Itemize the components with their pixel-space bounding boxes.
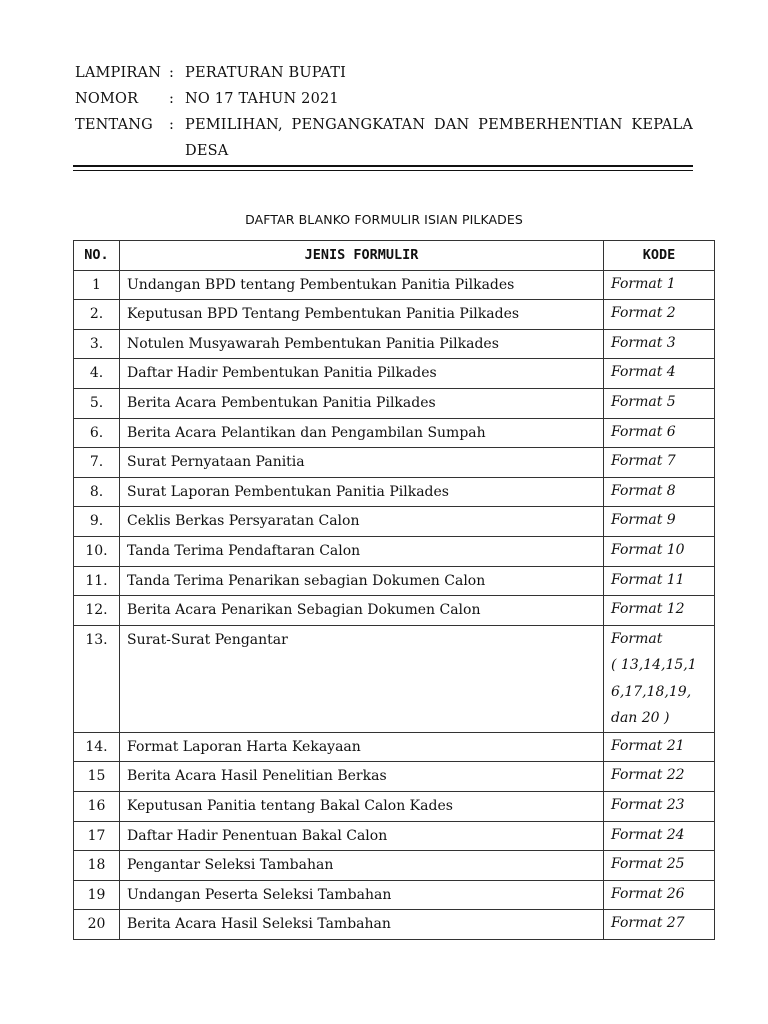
form-type: Surat Pernyataan Panitia bbox=[120, 448, 604, 478]
form-code-line: Format 5 bbox=[611, 393, 676, 410]
row-number: 19 bbox=[74, 880, 120, 910]
row-number: 10. bbox=[74, 536, 120, 566]
form-code bbox=[604, 388, 715, 418]
form-code bbox=[604, 596, 715, 626]
form-code-line: Format 6 bbox=[611, 423, 676, 440]
row-number: 17 bbox=[74, 821, 120, 851]
row-number: 11. bbox=[74, 566, 120, 596]
row-number: 13. bbox=[74, 625, 120, 732]
form-code bbox=[604, 477, 715, 507]
header-separator: : bbox=[169, 91, 175, 107]
form-code-line: Format 11 bbox=[611, 571, 685, 588]
row-number: 9. bbox=[74, 507, 120, 537]
table-row bbox=[74, 596, 715, 626]
table-row bbox=[74, 625, 715, 732]
column-header-no: NO. bbox=[74, 241, 120, 271]
form-code-line: 6,17,18,19, bbox=[611, 683, 692, 700]
table-row bbox=[74, 851, 715, 881]
row-number: 8. bbox=[74, 477, 120, 507]
row-number: 20 bbox=[74, 910, 120, 940]
form-type: Pengantar Seleksi Tambahan bbox=[120, 851, 604, 881]
table-row bbox=[74, 477, 715, 507]
form-type: Keputusan Panitia tentang Bakal Calon Kades bbox=[120, 791, 604, 821]
form-type: Tanda Terima Pendaftaran Calon bbox=[120, 536, 604, 566]
forms-table bbox=[73, 240, 715, 940]
form-code-line: Format bbox=[611, 630, 663, 647]
table-row bbox=[74, 448, 715, 478]
table-row bbox=[74, 910, 715, 940]
form-code bbox=[604, 821, 715, 851]
form-type: Undangan Peserta Seleksi Tambahan bbox=[120, 880, 604, 910]
header-rule-thick bbox=[73, 165, 693, 167]
table-header-row bbox=[74, 241, 715, 271]
document-title: DAFTAR BLANKO FORMULIR ISIAN PILKADES bbox=[245, 212, 523, 227]
table-row bbox=[74, 359, 715, 389]
header-key: LAMPIRAN bbox=[75, 65, 162, 81]
form-type: Surat-Surat Pengantar bbox=[120, 625, 604, 732]
form-code-line: Format 2 bbox=[611, 305, 676, 322]
table-row bbox=[74, 762, 715, 792]
form-code-line: Format 27 bbox=[611, 915, 685, 932]
form-code bbox=[604, 507, 715, 537]
header-value: PERATURAN BUPATI bbox=[185, 65, 347, 81]
header-row-nomor bbox=[75, 86, 693, 112]
form-type: Daftar Hadir Pembentukan Panitia Pilkades bbox=[120, 359, 604, 389]
row-number: 16 bbox=[74, 791, 120, 821]
form-code-line: Format 12 bbox=[611, 601, 685, 618]
form-code bbox=[604, 300, 715, 330]
table-row bbox=[74, 821, 715, 851]
form-code-line: ( 13,14,15,1 bbox=[611, 657, 697, 674]
header-key: NOMOR bbox=[75, 91, 139, 107]
header-row-lampiran bbox=[75, 60, 693, 86]
form-code bbox=[604, 566, 715, 596]
form-code bbox=[604, 329, 715, 359]
table-row bbox=[74, 418, 715, 448]
form-type: Format Laporan Harta Kekayaan bbox=[120, 732, 604, 762]
header-key: TENTANG bbox=[75, 117, 153, 133]
form-code bbox=[604, 851, 715, 881]
row-number: 18 bbox=[74, 851, 120, 881]
form-code-line: Format 7 bbox=[611, 453, 676, 470]
form-code-line: Format 22 bbox=[611, 767, 685, 784]
row-number: 15 bbox=[74, 762, 120, 792]
form-code-line: dan 20 ) bbox=[611, 710, 670, 727]
header-separator: : bbox=[169, 117, 175, 133]
form-code bbox=[604, 791, 715, 821]
form-code bbox=[604, 625, 715, 732]
form-code-line: Format 9 bbox=[611, 512, 676, 529]
form-type: Undangan BPD tentang Pembentukan Panitia Pilkades bbox=[120, 270, 604, 300]
form-code bbox=[604, 880, 715, 910]
column-header-kode: KODE bbox=[604, 241, 715, 271]
document-header bbox=[75, 60, 693, 164]
form-code bbox=[604, 448, 715, 478]
row-number: 12. bbox=[74, 596, 120, 626]
form-code-line: Format 10 bbox=[611, 541, 685, 558]
form-code bbox=[604, 732, 715, 762]
form-code bbox=[604, 762, 715, 792]
form-type: Berita Acara Pembentukan Panitia Pilkades bbox=[120, 388, 604, 418]
form-code bbox=[604, 910, 715, 940]
table-row bbox=[74, 388, 715, 418]
table-row bbox=[74, 507, 715, 537]
header-value: PEMILIHAN, PENGANGKATAN DAN PEMBERHENTIAN KEPALA bbox=[185, 117, 693, 133]
form-type: Berita Acara Hasil Penelitian Berkas bbox=[120, 762, 604, 792]
form-code-line: Format 24 bbox=[611, 826, 685, 843]
row-number: 1 bbox=[74, 270, 120, 300]
form-type: Notulen Musyawarah Pembentukan Panitia Pilkades bbox=[120, 329, 604, 359]
form-type: Berita Acara Penarikan Sebagian Dokumen Calon bbox=[120, 596, 604, 626]
row-number: 2. bbox=[74, 300, 120, 330]
form-code-line: Format 8 bbox=[611, 482, 676, 499]
form-code-line: Format 23 bbox=[611, 796, 685, 813]
form-code-line: Format 1 bbox=[611, 275, 676, 292]
table-row bbox=[74, 880, 715, 910]
header-value: NO 17 TAHUN 2021 bbox=[185, 91, 339, 107]
row-number: 3. bbox=[74, 329, 120, 359]
form-type: Tanda Terima Penarikan sebagian Dokumen Calon bbox=[120, 566, 604, 596]
table-row bbox=[74, 566, 715, 596]
form-code-line: Format 25 bbox=[611, 856, 685, 873]
table-row bbox=[74, 791, 715, 821]
form-code-line: Format 21 bbox=[611, 737, 685, 754]
row-number: 7. bbox=[74, 448, 120, 478]
form-code-line: Format 26 bbox=[611, 885, 685, 902]
table-row bbox=[74, 536, 715, 566]
column-header-jenis: JENIS FORMULIR bbox=[120, 241, 604, 271]
form-code-line: Format 4 bbox=[611, 364, 676, 381]
form-type: Ceklis Berkas Persyaratan Calon bbox=[120, 507, 604, 537]
form-type: Daftar Hadir Penentuan Bakal Calon bbox=[120, 821, 604, 851]
row-number: 4. bbox=[74, 359, 120, 389]
table-row bbox=[74, 732, 715, 762]
table-body bbox=[74, 270, 715, 939]
header-rule-thin bbox=[73, 170, 693, 171]
form-code-line: Format 3 bbox=[611, 334, 676, 351]
form-code bbox=[604, 359, 715, 389]
table-row bbox=[74, 270, 715, 300]
form-type: Berita Acara Pelantikan dan Pengambilan Sumpah bbox=[120, 418, 604, 448]
row-number: 5. bbox=[74, 388, 120, 418]
form-code bbox=[604, 270, 715, 300]
form-code bbox=[604, 418, 715, 448]
row-number: 14. bbox=[74, 732, 120, 762]
form-type: Berita Acara Hasil Seleksi Tambahan bbox=[120, 910, 604, 940]
row-number: 6. bbox=[74, 418, 120, 448]
form-code bbox=[604, 536, 715, 566]
header-value-continuation: DESA bbox=[185, 143, 229, 159]
header-separator: : bbox=[169, 65, 175, 81]
form-type: Surat Laporan Pembentukan Panitia Pilkades bbox=[120, 477, 604, 507]
table-row bbox=[74, 300, 715, 330]
table-row bbox=[74, 329, 715, 359]
form-type: Keputusan BPD Tentang Pembentukan Panitia Pilkades bbox=[120, 300, 604, 330]
header-row-tentang bbox=[75, 112, 693, 138]
